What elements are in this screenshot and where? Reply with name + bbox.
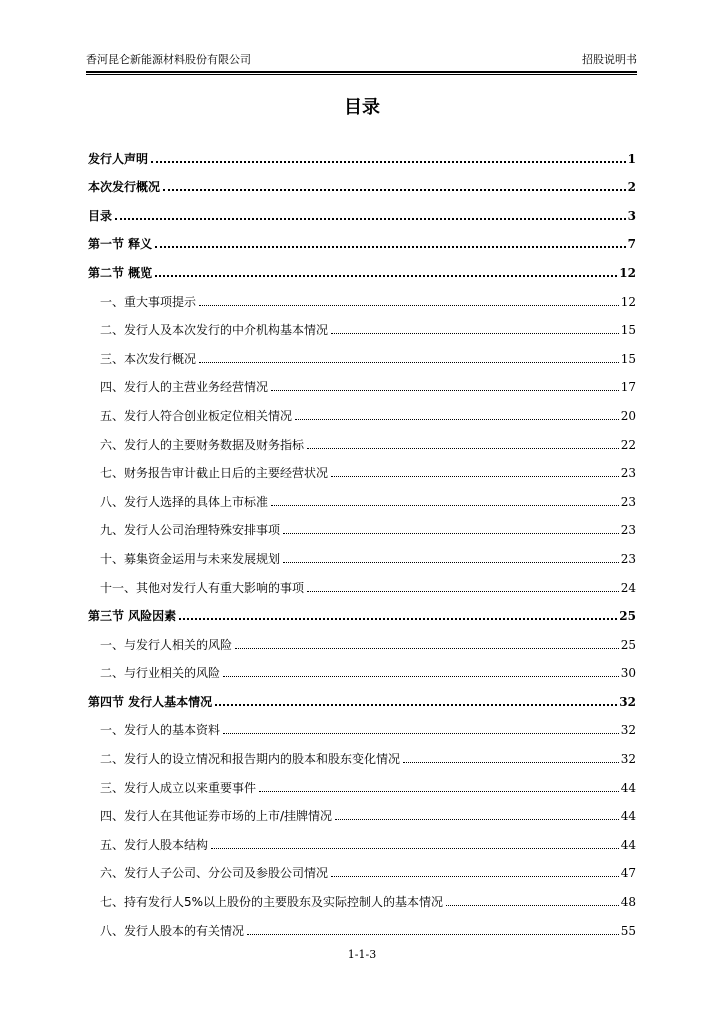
toc-entry-page: 32 xyxy=(620,723,636,738)
toc-entry-page: 32 xyxy=(619,694,636,709)
toc-dot-leader xyxy=(163,188,626,191)
toc-chapter-entry[interactable] xyxy=(88,138,636,167)
toc-entry-page: 15 xyxy=(620,351,636,366)
toc-section-entry[interactable] xyxy=(88,824,636,853)
toc-dot-leader xyxy=(223,732,619,734)
toc-entry-page: 1 xyxy=(627,151,636,166)
toc-entry-title: 一、发行人的基本资料 xyxy=(100,723,221,738)
toc-section-entry[interactable] xyxy=(88,481,636,510)
toc-dot-leader xyxy=(283,561,619,563)
toc-entry-title: 五、发行人股本结构 xyxy=(100,837,209,852)
toc-entry-page: 20 xyxy=(620,408,636,423)
toc-entry-page: 30 xyxy=(620,666,636,681)
toc-dot-leader xyxy=(247,933,619,935)
toc-section-entry[interactable] xyxy=(88,453,636,482)
toc-dot-leader xyxy=(446,904,619,906)
toc-dot-leader xyxy=(259,790,619,792)
toc-entry-title: 目录 xyxy=(88,208,113,223)
toc-dot-leader xyxy=(271,504,619,506)
toc-dot-leader xyxy=(199,361,619,363)
toc-dot-leader xyxy=(235,647,619,649)
toc-entry-page: 23 xyxy=(620,523,636,538)
toc-chapter-entry[interactable] xyxy=(88,195,636,224)
toc-entry-title: 三、本次发行概况 xyxy=(100,351,197,366)
toc-entry-title: 六、发行人的主要财务数据及财务指标 xyxy=(100,437,305,452)
toc-entry-title: 六、发行人子公司、分公司及参股公司情况 xyxy=(100,866,329,881)
toc-entry-page: 24 xyxy=(620,580,636,595)
toc-dot-leader xyxy=(155,274,617,277)
toc-entry-title: 三、发行人成立以来重要事件 xyxy=(100,780,257,795)
toc-section-entry[interactable] xyxy=(88,424,636,453)
header-rule-thin xyxy=(86,74,637,75)
toc-entry-title: 本次发行概况 xyxy=(88,180,161,195)
toc-entry-title: 五、发行人符合创业板定位相关情况 xyxy=(100,408,293,423)
toc-dot-leader xyxy=(211,847,619,849)
toc-dot-leader xyxy=(215,703,617,706)
toc-entry-page: 15 xyxy=(620,323,636,338)
toc-entry-title: 二、发行人及本次发行的中介机构基本情况 xyxy=(100,323,329,338)
toc-section-entry[interactable] xyxy=(88,796,636,825)
toc-dot-leader xyxy=(115,217,626,220)
toc-entry-page: 25 xyxy=(619,609,636,624)
toc-chapter-entry[interactable] xyxy=(88,167,636,196)
toc-section-entry[interactable] xyxy=(88,881,636,910)
toc-dot-leader xyxy=(271,389,619,391)
toc-section-entry[interactable] xyxy=(88,853,636,882)
toc-section-entry[interactable] xyxy=(88,738,636,767)
toc-entry-page: 25 xyxy=(620,637,636,652)
toc-section-entry[interactable] xyxy=(88,338,636,367)
toc-entry-title: 九、发行人公司治理特殊安排事项 xyxy=(100,523,281,538)
toc-entry-page: 23 xyxy=(620,551,636,566)
toc-entry-page: 44 xyxy=(620,809,636,824)
toc-entry-title: 四、发行人的主营业务经营情况 xyxy=(100,380,269,395)
toc-dot-leader xyxy=(199,304,619,306)
toc-entry-page: 12 xyxy=(620,294,636,309)
toc-dot-leader xyxy=(179,617,617,620)
toc-section-entry[interactable] xyxy=(88,653,636,682)
toc-entry-page: 17 xyxy=(620,380,636,395)
toc-entry-page: 55 xyxy=(620,923,636,938)
toc-dot-leader xyxy=(151,160,626,163)
toc-entry-title: 一、重大事项提示 xyxy=(100,294,197,309)
toc-entry-page: 32 xyxy=(620,752,636,767)
toc-dot-leader xyxy=(307,447,619,449)
toc-entry-page: 23 xyxy=(620,466,636,481)
toc-section-entry[interactable] xyxy=(88,281,636,310)
toc-entry-title: 第二节 概览 xyxy=(88,265,153,280)
toc-section-entry[interactable] xyxy=(88,624,636,653)
toc-entry-title: 发行人声明 xyxy=(88,151,149,166)
toc-section-entry[interactable] xyxy=(88,395,636,424)
toc-dot-leader xyxy=(283,532,619,534)
header-rule-thick xyxy=(86,71,637,73)
toc-entry-page: 44 xyxy=(620,837,636,852)
toc-entry-page: 7 xyxy=(627,237,636,252)
toc-entry-title: 十一、其他对发行人有重大影响的事项 xyxy=(100,580,305,595)
toc-section-entry[interactable] xyxy=(88,767,636,796)
toc-dot-leader xyxy=(307,590,619,592)
toc-section-entry[interactable] xyxy=(88,310,636,339)
toc-chapter-entry[interactable] xyxy=(88,252,636,281)
toc-entry-page: 23 xyxy=(620,494,636,509)
toc-section-entry[interactable] xyxy=(88,367,636,396)
toc-entry-title: 一、与发行人相关的风险 xyxy=(100,637,233,652)
toc-entry-title: 七、持有发行人5%以上股份的主要股东及实际控制人的基本情况 xyxy=(100,895,444,910)
toc-section-entry[interactable] xyxy=(88,910,636,939)
toc-dot-leader xyxy=(331,875,619,877)
toc-dot-leader xyxy=(331,475,619,477)
toc-entry-page: 47 xyxy=(620,866,636,881)
toc-dot-leader xyxy=(331,332,619,334)
toc-entry-title: 四、发行人在其他证券市场的上市/挂牌情况 xyxy=(100,809,333,824)
header-document-type: 招股说明书 xyxy=(582,53,637,66)
page-number: 1-1-3 xyxy=(347,948,377,961)
toc-entry-title: 第一节 释义 xyxy=(88,237,153,252)
toc-chapter-entry[interactable] xyxy=(88,224,636,253)
toc-entry-title: 八、发行人选择的具体上市标准 xyxy=(100,494,269,509)
page-header xyxy=(86,50,637,70)
toc-entry-title: 二、与行业相关的风险 xyxy=(100,666,221,681)
toc-entry-title: 二、发行人的设立情况和报告期内的股本和股东变化情况 xyxy=(100,752,401,767)
toc-entry-title: 第四节 发行人基本情况 xyxy=(88,694,213,709)
toc-entry-title: 第三节 风险因素 xyxy=(88,609,177,624)
toc-entry-page: 2 xyxy=(627,180,636,195)
toc-dot-leader xyxy=(155,245,625,248)
toc-entry-page: 48 xyxy=(620,895,636,910)
toc-entry-title: 七、财务报告审计截止日后的主要经营状况 xyxy=(100,466,329,481)
table-of-contents xyxy=(88,138,636,939)
toc-entry-page: 12 xyxy=(619,265,636,280)
toc-entry-title: 十、募集资金运用与未来发展规划 xyxy=(100,551,281,566)
toc-entry-title: 八、发行人股本的有关情况 xyxy=(100,923,245,938)
toc-chapter-entry[interactable] xyxy=(88,596,636,625)
toc-dot-leader xyxy=(403,761,619,763)
toc-entry-page: 3 xyxy=(627,208,636,223)
toc-entry-page: 22 xyxy=(620,437,636,452)
toc-section-entry[interactable] xyxy=(88,510,636,539)
toc-dot-leader xyxy=(295,418,619,420)
toc-chapter-entry[interactable] xyxy=(88,681,636,710)
toc-section-entry[interactable] xyxy=(88,710,636,739)
toc-entry-page: 44 xyxy=(620,780,636,795)
toc-section-entry[interactable] xyxy=(88,567,636,596)
header-company-name: 香河昆仑新能源材料股份有限公司 xyxy=(86,53,251,66)
toc-dot-leader xyxy=(335,818,619,820)
toc-section-entry[interactable] xyxy=(88,538,636,567)
page-title: 目录 xyxy=(344,97,380,118)
toc-dot-leader xyxy=(223,675,619,677)
